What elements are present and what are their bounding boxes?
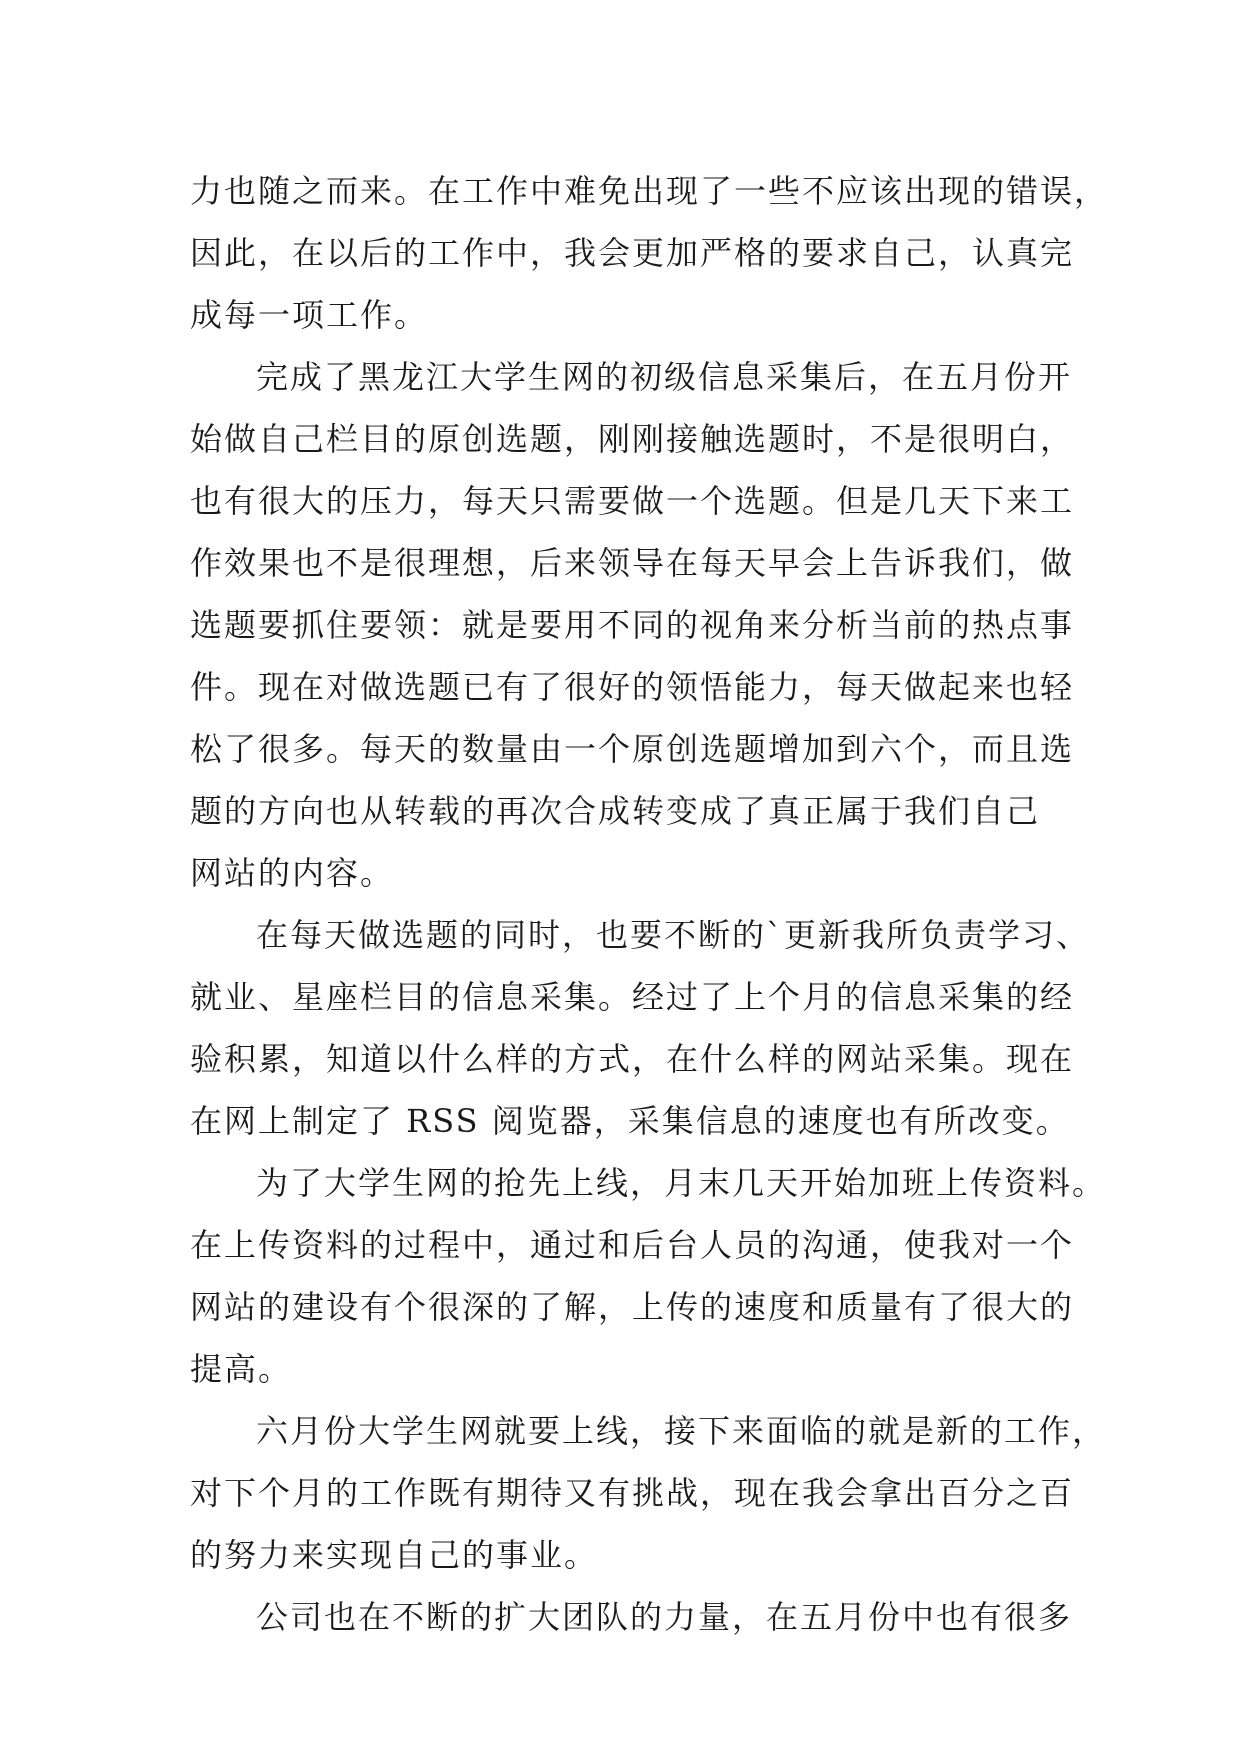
text-line: 作效果也不是很理想，后来领导在每天早会上告诉我们，做 <box>190 544 1075 582</box>
text-line: 题的方向也从转载的再次合成转变成了真正属于我们自己 <box>190 792 1041 830</box>
text-line: 在上传资料的过程中，通过和后台人员的沟通，使我对一个 <box>190 1226 1075 1264</box>
paragraph-6 <box>190 1586 1090 1648</box>
text-line: 也有很大的压力，每天只需要做一个选题。但是几天下来工 <box>190 482 1075 520</box>
paragraph-2 <box>190 346 1090 904</box>
text-line: 提高。 <box>190 1350 293 1388</box>
document-body <box>190 160 1109 1648</box>
text-line: 在网上制定了 RSS 阅览器，采集信息的速度也有所改变。 <box>190 1102 1070 1140</box>
text-line: 就业、星座栏目的信息采集。经过了上个月的信息采集的经 <box>190 978 1075 1016</box>
text-line: 松了很多。每天的数量由一个原创选题增加到六个，而且选 <box>190 730 1075 768</box>
text-line: 为了大学生网的抢先上线，月末几天开始加班上传资料。 <box>256 1164 1107 1202</box>
paragraph-5 <box>190 1400 1107 1586</box>
text-line: 完成了黑龙江大学生网的初级信息采集后，在五月份开 <box>256 358 1073 396</box>
text-line: 件。现在对做选题已有了很好的领悟能力，每天做起来也轻 <box>190 668 1075 706</box>
text-line: 因此，在以后的工作中，我会更加严格的要求自己，认真完 <box>190 234 1075 272</box>
text-line: 对下个月的工作既有期待又有挑战，现在我会拿出百分之百 <box>190 1474 1075 1512</box>
text-line: 验积累，知道以什么样的方式，在什么样的网站采集。现在 <box>190 1040 1075 1078</box>
paragraph-3 <box>190 904 1090 1152</box>
text-line: 网站的建设有个很深的了解，上传的速度和质量有了很大的 <box>190 1288 1075 1326</box>
paragraph-4 <box>190 1152 1107 1400</box>
text-line: 成每一项工作。 <box>190 296 429 334</box>
paragraph-1 <box>190 160 1109 346</box>
text-line: 六月份大学生网就要上线，接下来面临的就是新的工作， <box>256 1412 1107 1450</box>
text-line: 的努力来实现自己的事业。 <box>190 1536 599 1574</box>
text-line: 力也随之而来。在工作中难免出现了一些不应该出现的错误， <box>190 172 1109 210</box>
text-line: 选题要抓住要领：就是要用不同的视角来分析当前的热点事 <box>190 606 1075 644</box>
text-line: 网站的内容。 <box>190 854 395 892</box>
text-line: 在每天做选题的同时，也要不断的`更新我所负责学习、 <box>256 916 1091 954</box>
text-line: 公司也在不断的扩大团队的力量，在五月份中也有很多 <box>256 1598 1073 1636</box>
text-line: 始做自己栏目的原创选题，刚刚接触选题时，不是很明白， <box>190 420 1075 458</box>
